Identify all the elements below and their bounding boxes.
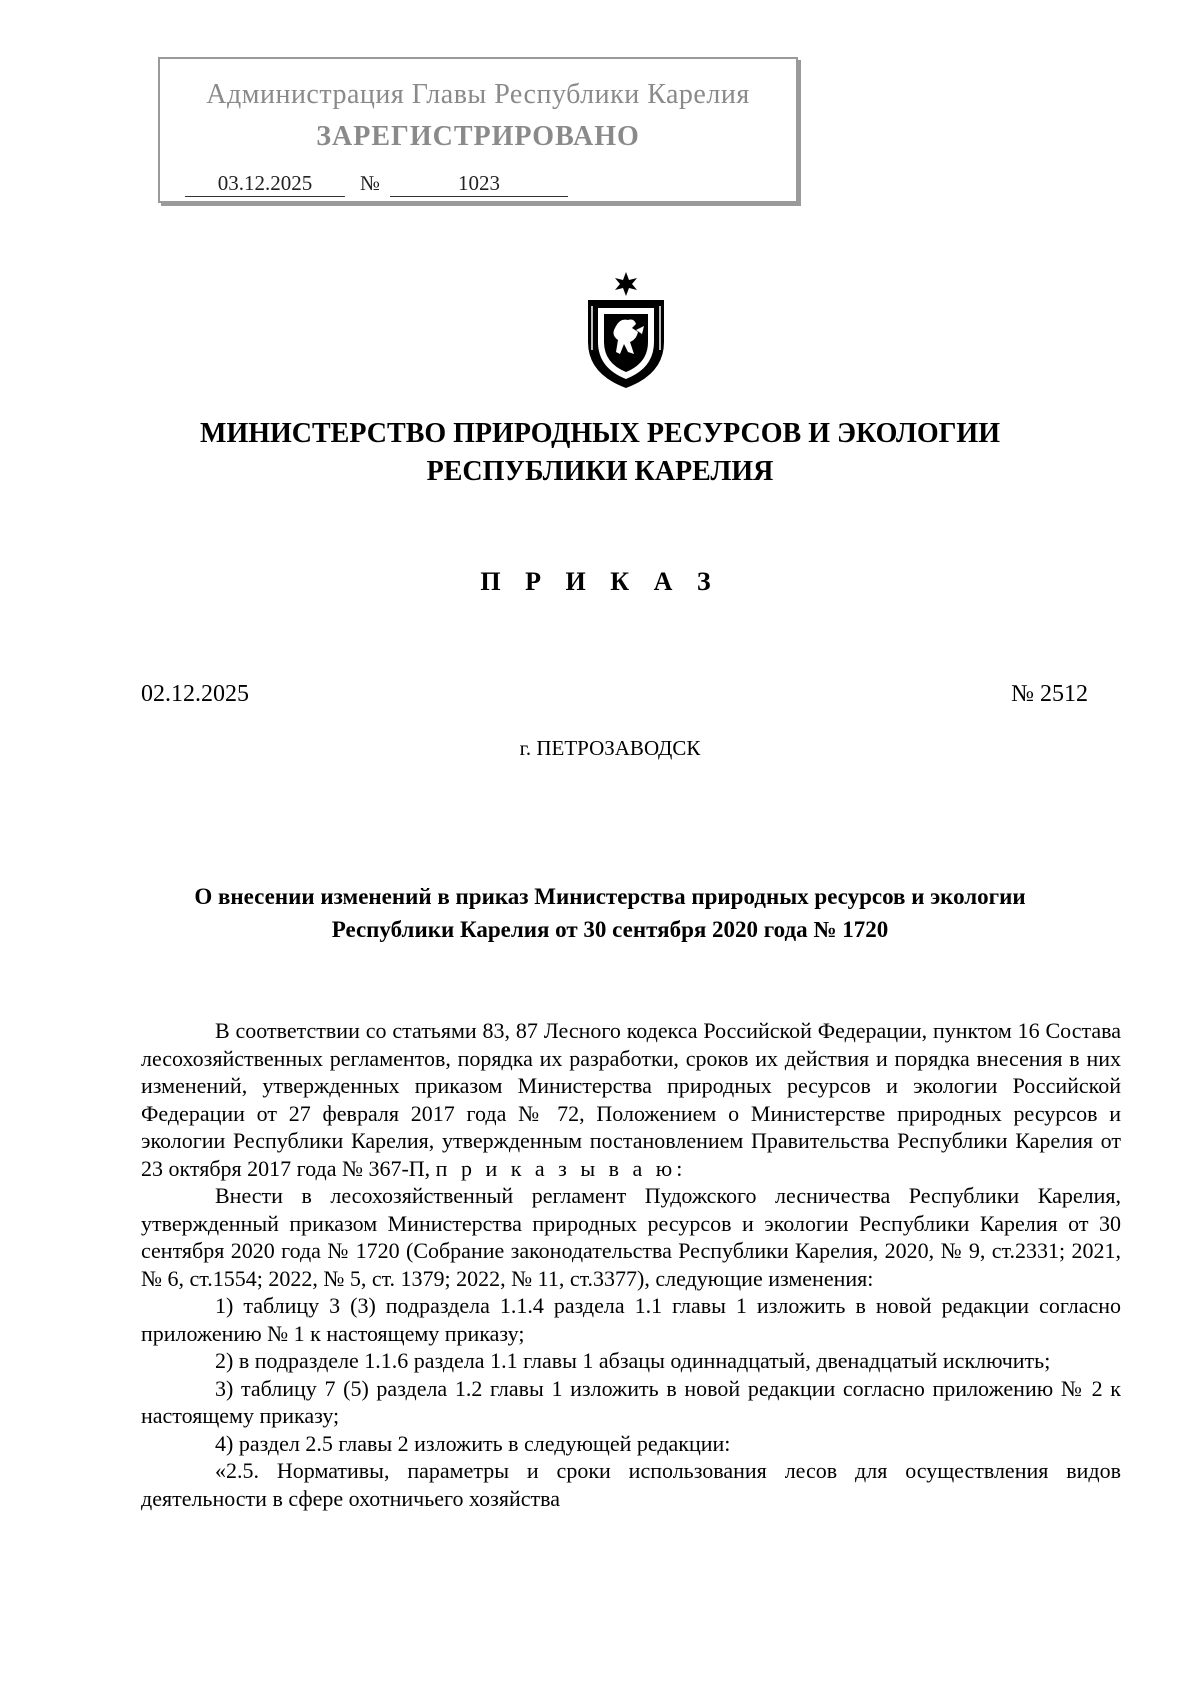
change-item-1: 1) таблицу 3 (3) подраздела 1.1.4 раздела 1.1 главы 1 изложить в новой редакции согласно приложению № 1 к настоящему приказу; [141, 1293, 1121, 1346]
document-body [141, 1017, 1121, 1512]
order-number: № 2512 [1011, 681, 1088, 707]
order-date: 02.12.2025 [141, 681, 249, 707]
subject-line-2: Республики Карелия от 30 сентября 2020 года № 1720 [331, 917, 889, 942]
ministry-line-2: РЕСПУБЛИКИ КАРЕЛИЯ [426, 456, 774, 487]
preamble-paragraph [141, 1017, 1121, 1182]
registration-stamp [158, 57, 798, 203]
change-item-2: 2) в подразделе 1.1.6 раздела 1.1 главы 1 абзацы одиннадцатый, двенадцатый исключить; [215, 1348, 1051, 1373]
stamp-date: 03.12.2025 [185, 171, 345, 197]
order-keyword: п р и к а з ы в а ю: [435, 1155, 687, 1181]
stamp-number-sign: № [360, 171, 381, 195]
stamp-number: 1023 [390, 171, 568, 197]
document-type: П Р И К А З [480, 567, 720, 596]
stamp-registered-label: ЗАРЕГИСТРИРОВАНО [316, 121, 640, 152]
preamble-text: В соответствии со статьями 83, 87 Лесного кодекса Российской Федерации, пунктом 16 Состава лесохозяйственных регламентов, порядка их разработки, сроков их действия и порядка внесения в них изменений, утвержденных приказом Министерства природных ресурсов и экологии Российской Федерации от 27 февраля 2017 года № 72, Положением о Министерстве природных ресурсов и экологии Республики Карелия, утвержденным постановлением Правительства Республики Карелия от 23 октября 2017 года № 367-П, [141, 1018, 1121, 1181]
ministry-line-1: МИНИСТЕРСТВО ПРИРОДНЫХ РЕСУРСОВ И ЭКОЛОГИИ [200, 418, 1000, 449]
change-item-5: «2.5. Нормативы, параметры и сроки использования лесов для осуществления видов деятельности в сфере охотничьего хозяйства [141, 1458, 1121, 1511]
order-subject [120, 880, 1100, 946]
decision-paragraph: Внести в лесохозяйственный регламент Пудожского лесничества Республики Карелия, утвержденный приказом Министерства природных ресурсов и экологии Республики Карелия от 30 сентября 2020 года № 1720 (Собрание законодательства Республики Карелия, 2020, № 9, ст.2331; 2021, № 6, ст.1554; 2022, № 5, ст. 1379; 2022, № 11, ст.3377), следующие изменения: [141, 1183, 1121, 1291]
city: г. ПЕТРОЗАВОДСК [519, 736, 701, 760]
change-item-4: 4) раздел 2.5 главы 2 изложить в следующей редакции: [215, 1430, 731, 1456]
ministry-name [0, 415, 1200, 491]
change-item-3: 3) таблицу 7 (5) раздела 1.2 главы 1 изложить в новой редакции согласно приложению № 2 к настоящему приказу; [141, 1375, 1121, 1428]
stamp-organization: Администрация Главы Республики Карелия [206, 79, 750, 110]
subject-line-1: О внесении изменений в приказ Министерства природных ресурсов и экологии [194, 884, 1026, 909]
karelia-coat-of-arms-icon [576, 270, 676, 390]
